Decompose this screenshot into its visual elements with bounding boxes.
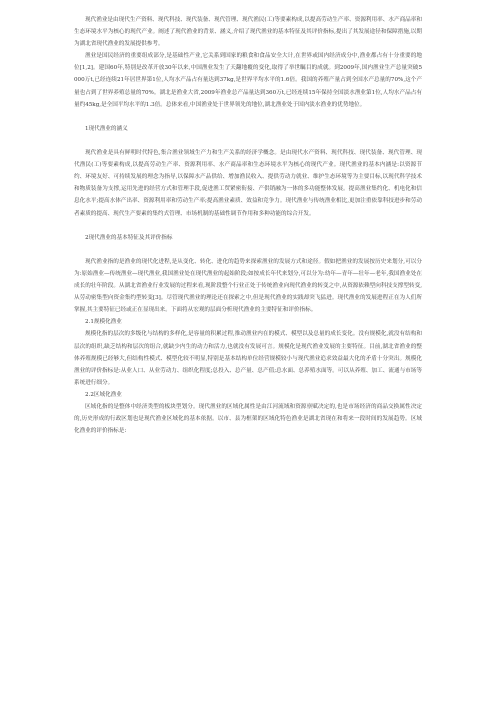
paragraph-subsection-2-1: 规模化指的层次的多级化与结构的多样化,是容量的积累过程,推动渔业内在的模式、模型以及总量的成长变化。没有规模化,就没有结构和层次的组织,缺乏结构和层次的组合,就缺少内生的动力和活力,也就没有发展可言。规模化是现代渔业发展的主要特征。目前,湖北省渔业的整体养殖规模已经够大,但结构性模式、模型化较不明显,特别是基本结构单位经营规模较小与现代渔业追求效益最大化的矛盾十分突出。规模化渔业的评价指标是:从业人口、从业劳动力、组织化程度;总投入、总产量、总产值;总水面、总养殖水面等。可以从养殖、加工、流通与市场等系统进行细分。 xyxy=(74,331,422,386)
spacer xyxy=(74,135,422,147)
paragraph-abstract: 现代渔业是由现代生产资料、现代科技、现代装备、现代管理、现代渔民(工)等要素构成,以提高劳动生产率、资源利用率、水产商品率和生态环境水平为核心的现代产业。阐述了现代渔业的背景、涵义,介绍了现代渔业的基本特征及其评价指标,提出了其发展途径和保障措施,以期为湖北省现代渔业的发展提供参考。 xyxy=(74,17,422,48)
paragraph-subsection-2-2: 区域化指的是整体中经济类型的板块型划分。现代渔业的区域化属性是由江河流域和资源禀赋决定的,也是市场经济的商品交换属性决定的,历史形成的行政区划也是现代渔业区域化的基本依据。以市、县为框架的区域化特色渔业是湖北省现在和将来一段时间的发展趋势。区域化渔业的评价指标是: xyxy=(74,404,422,435)
section-heading-1: 1现代渔业的涵义 xyxy=(85,125,128,132)
spacer xyxy=(74,244,422,256)
paragraph-section-2: 现代渔业指的是渔业的现代化进程,是从变化、转化、进化的趋势来探索渔业的发展方式和途径。假如把渔业的发展按历史来划分,可以分为:原始渔业—传统渔业—现代渔业,我国渔业处在现代渔业的起始阶段;如按成长年代来划分,可以分为:幼年—青年—壮年—老年,我国渔业处在成长的壮年阶段。从湖北省渔业行业发展的过程来看,现阶段整个行业正处于传统渔业向现代渔业的转变之中,从资源依赖型向科技支撑型转变,从劳动密集型向资金集约型转变[3]。尽管现代渔业的理论还在探索之中,但是现代渔业的实践却突飞猛进。现代渔业的发展进程正在为人们所掌握,其主要特征已经或正在显现出来。下面将从宏观的层面分析现代渔业的主要特征和评价指标。 xyxy=(74,258,422,314)
spacer xyxy=(74,220,422,232)
paragraph-section-1: 现代渔业是具有鲜明时代特色,集合渔业领域生产力和生产关系的经济学概念。是由现代水产资料、现代科技、现代装备、现代管理、现代渔民(工)等要素构成,以提高劳动生产率、资源利用率、水产商品率和生态环境水平为核心的现代产业。现代渔业的基本内涵是:以资源节约、环境友好、可持续发展的理念为指导,以保障水产品供给、增加渔民收入、提供劳动力就业、维护生态环境等为主要目标,以现代科学技术和物质装备为支撑,运用先进的经营方式和管理手段,促进渔工贸紧密衔接、产供销融为一体的多功能整体发展。提高渔业集约化、机电化和信息化水平;提高水体产出率、资源利用率和劳动生产率;提高渔业素质、效益和竞争力。现代渔业与传统渔业相比,更加注重依靠科技进步和劳动者素质的提高、现代生产要素的集约式管理、市场机制的基础性调节作用和多种功能的综合开发。 xyxy=(74,150,422,217)
subsection-heading-2-2: 2.2区域化渔业 xyxy=(85,391,122,398)
paragraph-intro: 渔业是国民经济的重要组成部分,是基础性产业,它关系到国家的粮食和食品安全大计,在世界或国内经济成分中,渔业都占有十分重要的地位[1,2]。建国60年,特别是改革开放30年以来,中国渔业发生了天翻地覆的变化,取得了举世瞩目的成就。到2009年,国内渔业生产总量突破5 000万t,已经连续21年居世界第1位,人均水产品占有量达到37kg,是世界平均水平的1.6倍。我国的养殖产量占到全国水产总量的70%,这个产量也占到了世界养殖总量的70%。湖北是渔业大省,2009年渔业总产品量达到360万t,已经连续15年保持全国淡水渔业第1位,人均水产品占有量约45kg,是全国平均水平的1.3倍。总体来看,中国渔业处于世界领先的地位,湖北渔业处于国内淡水渔业的优势地位。 xyxy=(74,53,422,108)
section-heading-2: 2现代渔业的基本特征及其评价指标 xyxy=(85,234,173,241)
spacer xyxy=(74,111,422,123)
subsection-heading-2-1: 2.1规模化渔业 xyxy=(85,319,122,326)
